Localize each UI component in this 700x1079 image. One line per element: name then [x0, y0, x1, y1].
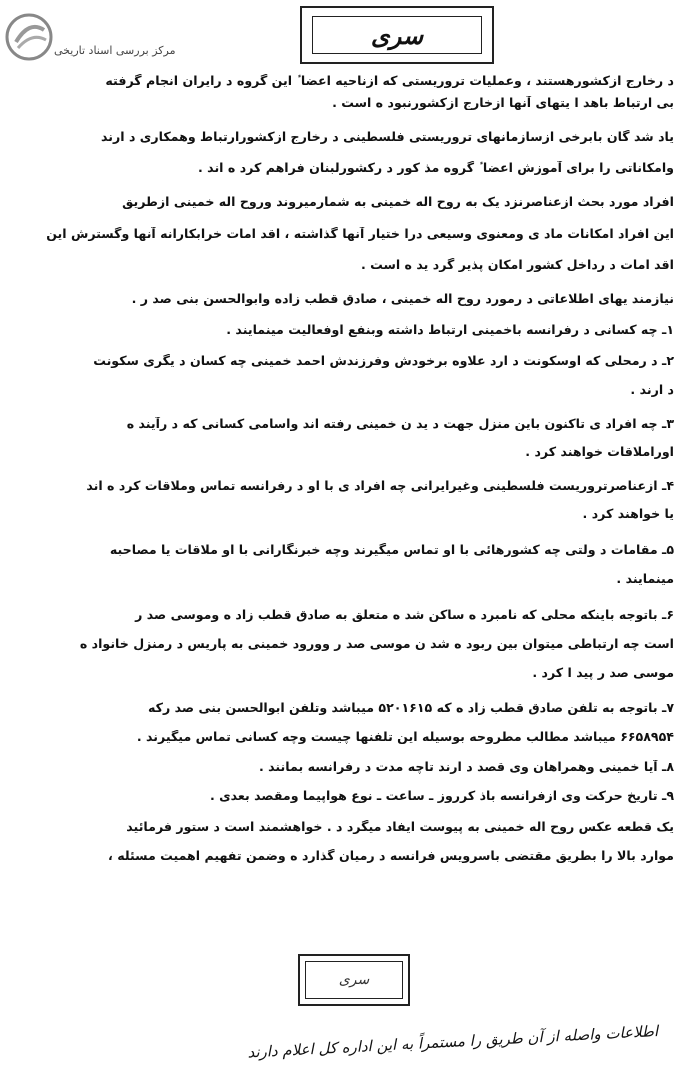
text-line: ۸ـ آیا خمینی وهمراهان وی قصد د ارند تاچه مدت د رفرانسه بمانند . — [258, 760, 674, 774]
text-line: د رخارج ازکشورهستند ، وعملیات تروریستی که ازناحیه اعضا ٔ این گروه د رایران انجام گرفته — [105, 74, 674, 88]
text-line: بی ارتباط باهد ا یتهای آنها ازخارج ازکشورنبود ه است . — [332, 96, 674, 110]
text-line: موسی صد ر پید ا کرد . — [532, 666, 674, 680]
watermark-text: مرکز بررسی اسناد تاریخی — [54, 44, 176, 57]
text-line: یاد شد گان بابرخی ازسازمانهای تروریستی فلسطینی د رخارج ازکشورارتباط وهمکاری د ارند — [101, 130, 674, 144]
text-line: ۵ـ مقامات د ولتی چه کشورهائی با او تماس میگیرند وچه خبرنگارانی با او ملاقات یا مصاحبه — [109, 543, 674, 557]
text-line: ۶۶۵۸۹۵۴ میباشد مطالب مطروحه بوسیله این تلفنها چیست وچه کسانی تماس میگیرند . — [136, 730, 674, 744]
text-line: ۱ـ چه کسانی د رفرانسه باخمینی ارتباط داشته وبنفع اوفعالیت مینمایند . — [226, 323, 674, 337]
bottom-classification-stamp — [298, 954, 410, 1006]
classification-stamp — [300, 6, 494, 64]
archive-logo-icon — [4, 12, 54, 62]
text-line: اوراملاقات خواهند کرد . — [525, 445, 674, 459]
text-line: این افراد امکانات ماد ی ومعنوی وسیعی درا ختیار آنها گذاشته ، اقد امات خرابکارانه آنها وگسترش این — [46, 227, 674, 241]
document-body — [34, 74, 674, 863]
text-line: اقد امات د رداخل کشور امکان پذیر گرد ید ه است . — [360, 258, 674, 272]
text-line: افراد مورد بحث ازعناصرنزد یک به روح اله خمینی به شمارمیروند وروح اله خمینی ازطریق — [122, 195, 674, 209]
text-line: ۲ـ د رمحلی که اوسکونت د ارد علاوه برخودش وفرزندش احمد خمینی چه کسان د یگری سکونت — [93, 354, 674, 368]
text-line: مینمایند . — [616, 572, 674, 586]
text-line: ۶ـ باتوجه باینکه محلی که نامبرد ه ساکن شد ه متعلق به صادق قطب زاد ه وموسی صد ر — [135, 608, 674, 622]
text-line: است چه ارتباطی میتوان بین ربود ه شد ن موسی صد ر وورود خمینی به پاریس د رمنزل خانواد ه — [79, 637, 674, 651]
text-line: یک قطعه عکس روح اله خمینی به پیوست ایفاد میگرد د . خواهشمند است د ستور فرمائید — [126, 820, 674, 834]
text-line: ۷ـ باتوجه به تلفن صادق قطب زاد ه که ۵۲۰۱۶۱۵ میباشد وتلفن ابوالحسن بنی صد رکه — [148, 701, 674, 715]
text-line: ۹ـ تاریخ حرکت وی ازفرانسه باذ کرروز ـ ساعت ـ نوع هواپیما ومقصد بعدی . — [209, 789, 674, 803]
text-line: د ارند . — [630, 383, 674, 397]
handwritten-note: اطلاعات واصله از آن طریق را مستمراً به این اداره کل اعلام دارند — [246, 1022, 659, 1062]
text-line: وامکاناتی را برای آموزش اعضا ٔ گروه مذ کور د رکشورلبنان فراهم کرد ه اند . — [198, 161, 674, 175]
text-line: نیازمند یهای اطلاعاتی د رمورد روح اله خمینی ، صادق قطب زاده وابوالحسن بنی صد ر . — [131, 292, 674, 306]
text-line: ۳ـ چه افراد ی تاکنون باین منزل جهت د ید ن خمینی رفته اند واسامی کسانی که د رآیند ه — [126, 417, 674, 431]
classification-label: سری — [370, 20, 424, 50]
text-line: موارد بالا را بطریق مقتضی باسرویس فرانسه د رمیان گذارد ه وضمن تفهیم اهمیت مسئله ، — [108, 849, 674, 863]
text-line: ۴ـ ازعناصرتروریست فلسطینی وغیرایرانی چه افراد ی با او د رفرانسه تماس وملاقات کرد ه اند — [86, 479, 674, 493]
bottom-classification-label: سری — [338, 972, 370, 988]
archive-watermark — [4, 12, 214, 70]
text-line: یا خواهند کرد . — [582, 507, 674, 521]
